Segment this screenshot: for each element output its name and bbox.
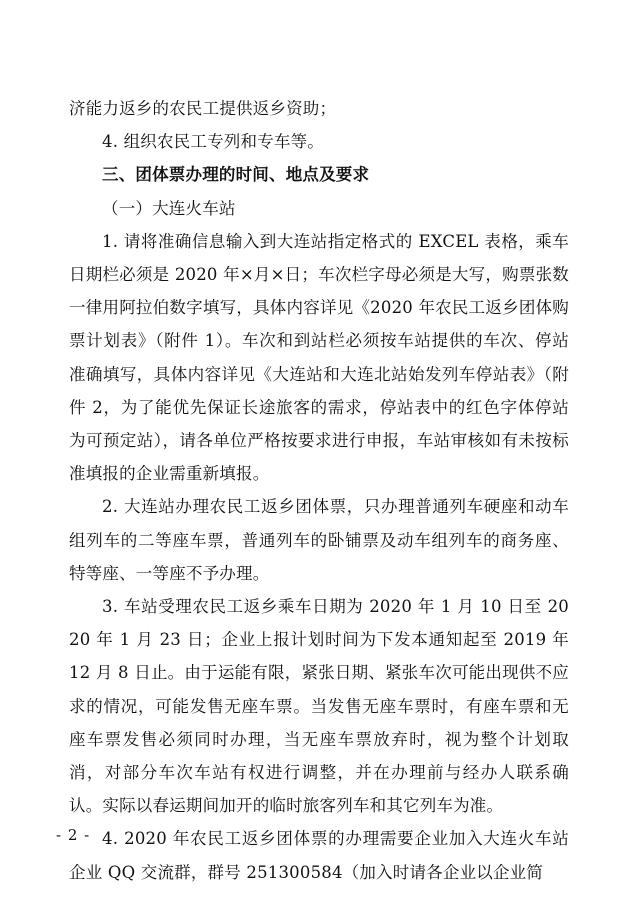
page-number: - 2 - bbox=[56, 826, 91, 844]
paragraph-item-3-dates: 3. 车站受理农民工返乡乘车日期为 2020 年 1 月 10 日至 2020 年 1 月 23 日；企业上报计划时间为下发本通知起至 2019 年 12 月 8 日止。由于运能有限，紧张日期、紧张车次可能出现供不应求的情况，可能发售无座车票。当发售无座车票时，有座车票和无座车票发售必须同时办理，当无座车票放弃时，视为整个计划取消，对部分车次车站有权进行调整，并在办理前与经办人联系确认。实际以春运期间加开的临时旅客列车和其它列车为准。 bbox=[69, 597, 569, 816]
document-body bbox=[69, 92, 569, 889]
subsection-heading-dalian-station: （一）大连火车站 bbox=[102, 198, 236, 218]
paragraph-item-1-excel-format: 1. 请将准确信息输入到大连站指定格式的 EXCEL 表格，乘车日期栏必须是 2020 年×月×日；车次栏字母必须是大写，购票张数一律用阿拉伯数字填写，具体内容详见《2020 年农民工返乡团体购票计划表》（附件 1）。车次和到站栏必须按车站提供的车次、停站准确填写，具体内容详见《大连站和大连北站始发列车停站表》（附件 2，为了能优先保证长途旅客的需求，停站表中的红色字体停站为可预定站），请各单位严格按要求进行申报，车站审核如有未按标准填报的企业需重新填报。 bbox=[69, 231, 569, 484]
paragraph-item-4-qq-group: 4. 2020 年农民工返乡团体票的办理需要企业加入大连火车站企业 QQ 交流群，群号 251300584（加入时请各企业以企业简 bbox=[69, 829, 569, 882]
paragraph-continuation: 济能力返乡的农民工提供返乡资助； bbox=[69, 99, 337, 118]
paragraph-item-2-seat-types: 2. 大连站办理农民工返乡团体票，只办理普通列车硬座和动车组列车的二等座车票，普通列车的卧铺票及动车组列车的商务座、特等座、一等座不予办理。 bbox=[69, 497, 569, 583]
paragraph-item-4-special-trains: 4. 组织农民工专列和专车等。 bbox=[102, 132, 324, 152]
section-heading-group-tickets: 三、团体票办理的时间、地点及要求 bbox=[102, 165, 370, 185]
